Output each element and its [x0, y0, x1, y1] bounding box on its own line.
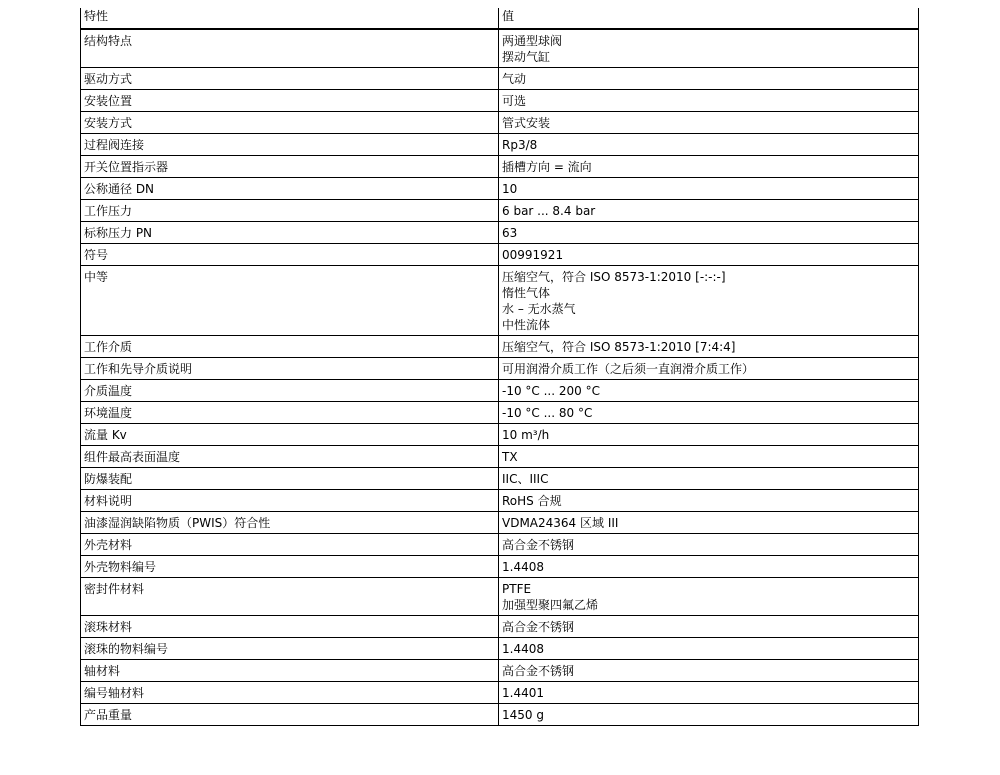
feature-cell: 流量 Kv	[81, 424, 499, 446]
value-cell	[499, 578, 919, 616]
table-row	[81, 490, 919, 512]
value-cell	[499, 446, 919, 468]
feature-cell: 环境温度	[81, 402, 499, 424]
value-line: 高合金不锈钢	[502, 620, 575, 634]
header-value: 值	[499, 8, 919, 29]
table-row	[81, 446, 919, 468]
value-line: 两通型球阀	[502, 34, 563, 48]
value-cell	[499, 200, 919, 222]
table-row	[81, 534, 919, 556]
feature-cell: 外壳物料编号	[81, 556, 499, 578]
value-line: 压缩空气，符合 ISO 8573-1:2010 [7:4:4]	[502, 340, 736, 354]
value-line: 可用润滑介质工作（之后须一直润滑介质工作）	[502, 362, 755, 376]
feature-cell: 安装位置	[81, 90, 499, 112]
table-row	[81, 68, 919, 90]
feature-cell: 公称通径 DN	[81, 178, 499, 200]
value-line: PTFE	[502, 582, 532, 596]
value-cell	[499, 512, 919, 534]
feature-cell: 符号	[81, 244, 499, 266]
value-cell	[499, 156, 919, 178]
value-line: 气动	[502, 72, 527, 86]
value-line: 插槽方向 = 流向	[502, 160, 592, 174]
value-line: 压缩空气，符合 ISO 8573-1:2010 [-:-:-]	[502, 270, 726, 284]
value-line: 1.4408	[502, 560, 544, 574]
feature-cell: 工作介质	[81, 336, 499, 358]
value-line: 高合金不锈钢	[502, 538, 575, 552]
value-line: 10 m³/h	[502, 428, 550, 442]
value-line: 加强型聚四氟乙烯	[502, 598, 599, 612]
value-line: 惰性气体	[502, 286, 551, 300]
value-cell	[499, 490, 919, 512]
feature-cell: 结构特点	[81, 29, 499, 68]
table-row	[81, 90, 919, 112]
table-row	[81, 380, 919, 402]
feature-cell: 轴材料	[81, 660, 499, 682]
feature-cell: 编号轴材料	[81, 682, 499, 704]
feature-cell: 组件最高表面温度	[81, 446, 499, 468]
value-cell	[499, 468, 919, 490]
table-row	[81, 112, 919, 134]
table-row	[81, 704, 919, 726]
table-row	[81, 156, 919, 178]
value-line: VDMA24364 区域 III	[502, 516, 619, 530]
value-cell	[499, 704, 919, 726]
value-line: 可选	[502, 94, 527, 108]
value-cell	[499, 244, 919, 266]
feature-cell: 开关位置指示器	[81, 156, 499, 178]
spec-sheet	[80, 8, 918, 726]
value-cell	[499, 178, 919, 200]
table-row	[81, 512, 919, 534]
table-row	[81, 556, 919, 578]
table-row	[81, 660, 919, 682]
feature-cell: 密封件材料	[81, 578, 499, 616]
value-cell	[499, 112, 919, 134]
table-row	[81, 358, 919, 380]
feature-cell: 中等	[81, 266, 499, 336]
feature-cell: 滚珠的物料编号	[81, 638, 499, 660]
value-cell	[499, 424, 919, 446]
value-cell	[499, 556, 919, 578]
value-cell	[499, 660, 919, 682]
value-line: 管式安装	[502, 116, 551, 130]
value-line: 6 bar ... 8.4 bar	[502, 204, 596, 218]
value-line: -10 °C ... 200 °C	[502, 384, 600, 398]
value-cell	[499, 222, 919, 244]
value-cell	[499, 638, 919, 660]
value-cell	[499, 29, 919, 68]
value-line: 1450 g	[502, 708, 544, 722]
value-line: Rp3/8	[502, 138, 538, 152]
value-line: 00991921	[502, 248, 564, 262]
table-row	[81, 468, 919, 490]
feature-cell: 安装方式	[81, 112, 499, 134]
value-line: 1.4401	[502, 686, 544, 700]
feature-cell: 标称压力 PN	[81, 222, 499, 244]
value-cell	[499, 68, 919, 90]
table-row	[81, 616, 919, 638]
value-cell	[499, 534, 919, 556]
table-row	[81, 578, 919, 616]
value-cell	[499, 616, 919, 638]
feature-cell: 油漆湿润缺陷物质（PWIS）符合性	[81, 512, 499, 534]
header-row	[81, 8, 919, 29]
table-row	[81, 134, 919, 156]
spec-table-header	[81, 8, 919, 29]
value-line: 1.4408	[502, 642, 544, 656]
spec-table	[80, 8, 919, 726]
table-row	[81, 402, 919, 424]
value-cell	[499, 90, 919, 112]
value-cell	[499, 402, 919, 424]
value-cell	[499, 336, 919, 358]
table-row	[81, 266, 919, 336]
header-feature: 特性	[81, 8, 499, 29]
value-line: 10	[502, 182, 518, 196]
feature-cell: 防爆装配	[81, 468, 499, 490]
table-row	[81, 222, 919, 244]
value-cell	[499, 134, 919, 156]
table-row	[81, 244, 919, 266]
feature-cell: 外壳材料	[81, 534, 499, 556]
feature-cell: 工作和先导介质说明	[81, 358, 499, 380]
feature-cell: 滚珠材料	[81, 616, 499, 638]
table-row	[81, 29, 919, 68]
table-row	[81, 638, 919, 660]
feature-cell: 材料说明	[81, 490, 499, 512]
value-line: RoHS 合规	[502, 494, 562, 508]
spec-table-body	[81, 29, 919, 726]
value-cell	[499, 380, 919, 402]
table-row	[81, 336, 919, 358]
value-line: 高合金不锈钢	[502, 664, 575, 678]
feature-cell: 产品重量	[81, 704, 499, 726]
table-row	[81, 682, 919, 704]
value-line: 中性流体	[502, 318, 551, 332]
value-line: IIC、IIIC	[502, 472, 549, 486]
value-line: 摆动气缸	[502, 50, 551, 64]
value-cell	[499, 358, 919, 380]
feature-cell: 工作压力	[81, 200, 499, 222]
feature-cell: 过程阀连接	[81, 134, 499, 156]
value-line: 63	[502, 226, 518, 240]
table-row	[81, 178, 919, 200]
table-row	[81, 424, 919, 446]
feature-cell: 驱动方式	[81, 68, 499, 90]
value-line: TX	[502, 450, 518, 464]
value-cell	[499, 266, 919, 336]
value-line: 水 – 无水蒸气	[502, 302, 576, 316]
value-line: -10 °C ... 80 °C	[502, 406, 593, 420]
value-cell	[499, 682, 919, 704]
table-row	[81, 200, 919, 222]
feature-cell: 介质温度	[81, 380, 499, 402]
